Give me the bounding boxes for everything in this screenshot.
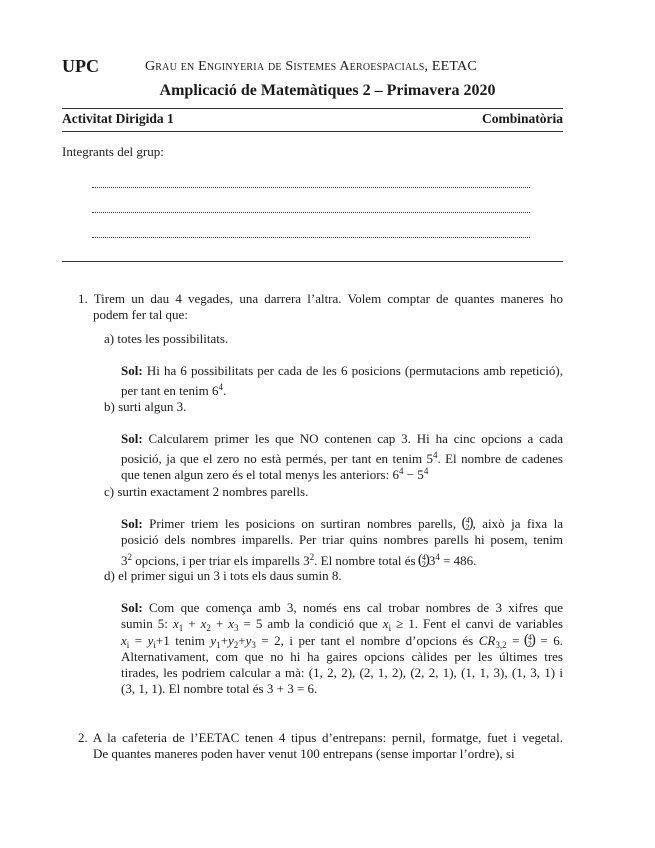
text-line	[121, 431, 563, 447]
solution-label: Sol:	[121, 600, 143, 615]
text-segment: opcions, i per triar els imparells 3	[132, 553, 310, 568]
text-line	[121, 665, 563, 681]
text-line	[104, 331, 228, 347]
text-segment: a) totes les possibilitats.	[104, 331, 229, 346]
text-line	[121, 363, 563, 379]
header-rule-bottom	[62, 131, 563, 132]
text-line	[121, 447, 563, 466]
superscript: 4	[423, 466, 429, 476]
header-rule-top	[62, 108, 563, 109]
text-line	[121, 549, 477, 570]
text-line	[121, 616, 563, 632]
text-segment: x	[382, 616, 389, 631]
text-segment: 3	[428, 553, 436, 568]
text-segment: tirades, les podriem calcular a mà: (1, 2, 2), (2, 1, 2), (2, 2, 1), (1, 1, 3), (1, 3, 1) i	[121, 665, 563, 680]
text-segment: +	[220, 633, 228, 648]
text-segment: d) el primer sigui un 3 i tots els daus sumin 8.	[104, 568, 342, 583]
subscript: i	[388, 623, 392, 633]
text-segment: . El nombre de cadenes	[437, 451, 563, 466]
group-members-label: Integrants del grup:	[62, 144, 164, 159]
text-segment: +	[183, 616, 201, 631]
text-segment: (3, 1, 1). El nombre total és 3 + 3 = 6.	[121, 681, 318, 696]
text-segment: posició, ja que el zero no està permés, per tant en tenim 5	[121, 451, 433, 466]
text-line	[78, 730, 563, 746]
text-line	[104, 568, 342, 584]
text-segment: Calcularem primer les que NO contenen cap 3. Hi ha cinc opcions a cada	[142, 431, 563, 446]
group-member-line-3	[92, 237, 530, 238]
text-segment: . El nombre total és	[314, 553, 419, 568]
text-segment: +	[238, 633, 246, 648]
course-title: Amplicació de Matemàtiques 2 – Primavera 2020	[159, 82, 496, 99]
binomial-coefficient	[419, 554, 429, 568]
text-line	[121, 600, 563, 616]
subscript: 2	[233, 640, 239, 650]
text-segment: = 5 amb la condició que	[238, 616, 383, 631]
group-member-line-1	[92, 187, 530, 188]
text-line	[78, 291, 563, 307]
text-line	[121, 633, 563, 649]
text-segment: = 6.	[534, 633, 563, 648]
text-line	[121, 516, 563, 532]
subscript: 3	[251, 640, 256, 650]
text-segment: =	[129, 633, 148, 648]
text-segment: +1 tenim	[155, 633, 211, 648]
text-segment: − 5	[403, 467, 424, 482]
text-segment: podem fer tal que:	[93, 307, 188, 322]
text-segment: y	[147, 633, 154, 648]
binomial-entry: ( 4	[527, 633, 532, 643]
subscript: 3,2	[495, 640, 507, 650]
text-segment: .	[222, 383, 227, 398]
text-segment: Hi ha 6 possibilitats per cada de les 6 posicions (permutacions amb repetició),	[142, 363, 563, 378]
text-segment: 2. A la cafeteria de l’EETAC tenen 4 tipus d’entrepans: pernil, formatge, fuet i vegetal.	[78, 730, 563, 745]
text-segment: c) surtin exactament 2 nombres parells.	[104, 484, 309, 499]
text-segment: sumin 5:	[121, 616, 173, 631]
text-segment: que tenen algun zero és el total menys les anteriors: 6	[121, 467, 399, 482]
text-segment: =	[506, 633, 525, 648]
subscript: 2	[206, 623, 211, 633]
solution-label: Sol:	[121, 516, 143, 531]
text-segment: CR	[478, 633, 496, 648]
superscript: 4	[398, 466, 404, 476]
section-rule	[62, 261, 563, 262]
superscript: 2	[127, 552, 132, 562]
text-segment: x	[200, 616, 207, 631]
superscript: 4	[435, 552, 440, 562]
binomial-entry: ( 4	[421, 553, 426, 563]
text-segment: per tant en tenim 6	[121, 383, 219, 398]
text-segment: x	[121, 633, 127, 648]
binomial-entry: 2	[527, 640, 532, 650]
text-segment: +	[210, 616, 229, 631]
text-segment: , això ja fixa la	[472, 516, 563, 531]
binomial-entry: 2	[421, 560, 426, 570]
activity-title: Activitat Dirigida 1	[62, 111, 174, 126]
binomial-coefficient	[463, 517, 473, 531]
text-segment: x	[228, 616, 235, 631]
binomial-entry: 2	[465, 523, 470, 533]
text-segment: = 2, i per tant el nombre d’opcions és	[255, 633, 479, 648]
text-segment: x	[172, 616, 179, 631]
subscript: i	[153, 640, 156, 650]
text-segment: 1. Tirem un dau 4 vegades, una darrera l’altra. Volem comptar de quantes maneres ho	[78, 291, 563, 306]
upc-logo-text: UPC	[62, 56, 99, 76]
subscript: 1	[178, 623, 184, 633]
group-member-line-2	[92, 212, 530, 213]
binomial-entry: ( 4	[465, 516, 470, 526]
text-segment: y	[210, 633, 217, 648]
text-line	[93, 746, 515, 762]
text-line	[121, 379, 227, 398]
text-line	[104, 399, 186, 415]
text-segment: posició dels nombres imparells. Per triar quins nombres parells hi posem, tenim	[121, 532, 563, 547]
text-segment: b) surti algun 3.	[104, 399, 187, 414]
text-segment: y	[245, 633, 252, 648]
text-segment: Primer triem les posicions on surtiran nombres parells,	[142, 516, 463, 531]
binomial-coefficient	[525, 634, 535, 648]
activity-topic: Combinatòria	[482, 111, 563, 126]
text-line	[93, 307, 188, 323]
text-line	[121, 681, 317, 697]
text-segment: = 486.	[439, 553, 477, 568]
subscript: i	[126, 640, 130, 650]
text-segment: ≥ 1. Fent el canvi de variables	[391, 616, 563, 631]
superscript: 4	[218, 382, 223, 392]
superscript: 4	[432, 450, 438, 460]
solution-label: Sol:	[121, 363, 143, 378]
text-segment: De quantes maneres poden haver venut 100 entrepans (sense importar l’ordre), si	[93, 746, 515, 761]
subscript: 1	[216, 640, 221, 650]
text-segment: Alternativament, com que no hi ha gaires opcions càlides per les últimes tres	[121, 649, 563, 664]
text-segment: y	[227, 633, 234, 648]
department-name: Grau en Enginyeria de Sistemes Aeroespacials, EETAC	[145, 59, 477, 74]
text-segment: Com que comença amb 3, només ens cal trobar nombres de 3 xifres que	[142, 600, 563, 615]
text-line	[121, 649, 563, 665]
subscript: 3	[234, 623, 239, 633]
text-line	[104, 484, 308, 500]
superscript: 2	[309, 552, 315, 562]
text-segment: 3	[121, 553, 128, 568]
text-line	[121, 532, 563, 548]
text-line	[121, 463, 429, 482]
solution-label: Sol:	[121, 431, 143, 446]
